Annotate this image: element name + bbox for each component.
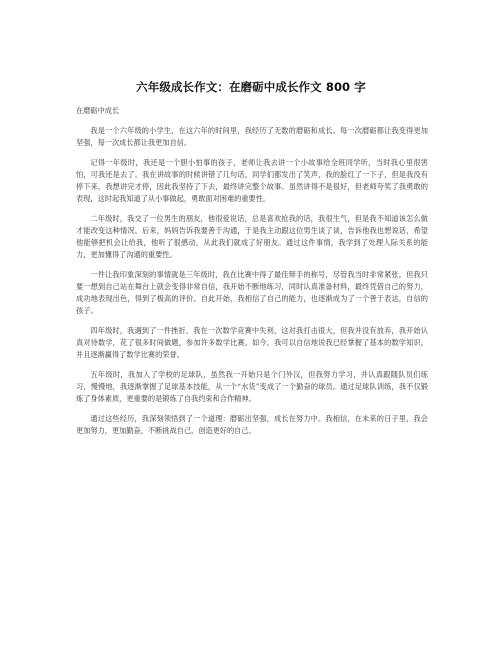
paragraph: 四年级时，我遇到了一件挫折，我在一次数学竞赛中失利，这对我打击很大，但我并没有放弃，我开始认真对待数学，花了很多时间做题，参加许多数学比赛。如今，我可以自信地说我已经掌握了基本的数学知识，并且逐渐赢得了数学比赛的荣誉。 [76, 326, 428, 359]
paragraph: 记得一年级时，我还是一个胆小怕事的孩子，老师让我去讲一个小故事给全班同学听，当时我心里很害怕，可我还是去了。我在讲故事的时候讲错了几句话，同学们都发出了笑声，我的脸红了一下子，但是我没有停下来，我想讲完才停，因此我坚持了下去，最终讲完整个故事。虽然讲得不是很好，但老师夸奖了我勇敢的表现，这时起我知道了从小事做起，勇敢面对困难的重要性。 [76, 158, 428, 203]
paragraph: 五年级时，我加入了学校的足球队，虽然我一开始只是个门外汉，但我努力学习，并认真跟随队员们练习，慢慢地，我逐渐掌握了足球基本技能，从一个“水货”变成了一个勤奋的球员。通过足球队训练，我不仅锻炼了身体素质，更重要的是锻炼了自我约束和合作精神。 [76, 370, 428, 403]
document-body [76, 125, 428, 445]
document-title: 六年级成长作文：在磨砺中成长作文 800 字 [136, 80, 366, 94]
paragraph: 二年级时，我交了一位男生的朋友，他很爱说话，总是喜欢抢我的话，我很生气，但是我不知道该怎么做才能改变这种情况。后来，妈妈告诉我要善于沟通，于是我主动跟这位男生谈了谈，告诉他我也想说话，希望他能够把机会让给我，他听了很感动，从此我们就成了好朋友。通过这件事情，我学到了处理人际关系的能力，更加懂得了沟通的重要性。 [76, 214, 428, 259]
paragraph: 通过这些经历，我深刻领悟到了一个道理：磨砺出坚强，成长在努力中。我相信，在未来的日子里，我会更加努力，更加勤奋，不断挑战自己，创造更好的自己。 [76, 414, 428, 435]
document-subtitle: 在磨砺中成长 [76, 106, 120, 115]
paragraph: 我是一个六年级的小学生，在这六年的时间里，我经历了无数的磨砺和成长。每一次磨砺都让我变得更加坚强，每一次成长都让我更加自信。 [76, 126, 428, 147]
paragraph: 一件让我印象深刻的事情就是三年级时，我在比赛中得了最佳辩手的称号，尽管我当时非常紧张，但我只要一想到自己站在舞台上就会变得非常自信，我开始不断地练习，同时认真准备材料，最终凭借自己的努力，成功地表现出色，得到了极高的评价。自此开始，我相信了自己的能力，也逐渐成为了一个善于表达，自信的孩子。 [76, 270, 428, 315]
